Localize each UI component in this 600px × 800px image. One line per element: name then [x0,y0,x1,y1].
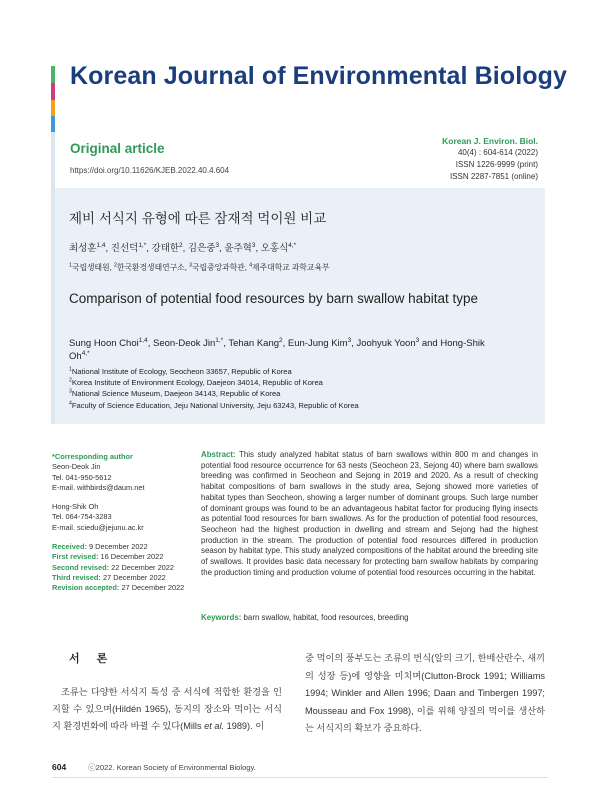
abstract-text: This study analyzed habitat status of barn swallows within 800 m and changes in potential food resource occurrence for 63 nests (Seocheon 23, Sejong 40) where barn swallows breeding was confirmed in Seocheon and Sejong in 2019 and 2020. As a result of checking habitat compositions of barn swallows in the study area, Sejong showed more varieties of habitat types than Seocheon, showing a larger number of dominant groups. Such large number of dominant groups was found to be an advantageous habitat factor for producing flying insects as potential food resources for barn swallows. As for the production of potential food resources, Seocheon had the highest production in dwelling and stream and Sejong had the highest production in the stream. The production of potential food resources differed in production season by habitat type. This study analyzed compositions of the habitat around the breeding site of swallows. It provides basic data necessary for protecting barn swallow habitats by comparing the production timing and production volume of potential food resources occurring in the habitat. [201,450,538,577]
date-third-revised: Third revised: 27 December 2022 [52,572,166,582]
bar-segment-green [51,66,55,83]
abstract [201,450,538,578]
korean-authors: 최성훈$^{1,4}$, 진선덕$^{1,*}$, 강태한$^2$, 김은중$^3$, 윤주혁$^3$, 오홍식$^{4,*}$ [69,241,297,254]
corr2-name: Hong-Shik Oh [52,502,99,512]
article-type: Original article [70,141,165,156]
journal-title: Korean Journal of Environmental Biology [70,62,568,90]
volume-info: 40(4) : 604-614 (2022) [457,148,538,157]
journal-meta [442,135,538,183]
corr1-email[interactable]: E-mail. withbirds@daum.net [52,482,145,492]
footer-divider [52,777,548,778]
abstract-label: Abstract: [201,450,236,459]
korean-title: 제비 서식지 유형에 따른 잠재적 먹이원 비교 [69,211,327,226]
bar-segment-orange [51,100,55,116]
corr2-tel: Tel. 064-754-3283 [52,512,112,522]
english-title: Comparison of potential food resources by barn swallow habitat type [69,291,478,306]
date-first-revised: First revised: 16 December 2022 [52,552,164,562]
keywords [201,613,408,622]
issn-print: ISSN 1226-9999 (print) [455,160,538,169]
bar-segment-pink [51,83,55,100]
keywords-text: barn swallow, habitat, food resources, breeding [243,613,409,622]
affiliation-line: $^1$National Institute of Ecology, Seocheon 33657, Republic of Korea [69,366,292,376]
keywords-label: Keywords: [201,613,242,622]
corresponding-label: *Corresponding author [52,452,133,461]
bar-segment-blue [51,116,55,132]
affiliation-line: $^3$National Science Museum, Daejeon 34143, Republic of Korea [69,388,281,399]
date-second-revised: Second revised: 22 December 2022 [52,562,175,572]
copyright: ⓒ2022. Korean Society of Environmental Biology. [88,763,256,772]
article-info-sidebar [52,452,192,594]
journal-abbr: Korean J. Environ. Biol. [442,136,538,146]
date-received: Received: 9 December 2022 [52,542,148,552]
date-accepted: Revision accepted: 27 December 2022 [52,583,185,593]
korean-affiliations: $^1$국립생태원, $^2$한국환경생태연구소, $^3$국립중앙과학관, $^4$제주대학교 과학교육부 [69,262,330,272]
english-authors: Sung Hoon Choi$^{1,4}$, Seon-Deok Jin$^{1,*}$, Tehan Kang$^2$, Eun-Jung Kim$^3$, Joohyuk Yoon$^3$ and Hong-Shik $Oh^{4,*}$ [69,336,485,362]
corr1-name: Seon-Deok Jin [52,462,101,472]
corr2-email[interactable]: E-mail. sciedu@jejunu.ac.kr [52,522,144,532]
english-affiliations [69,366,359,411]
body-text-left: 조류는 다양한 서식지 특성 중 서식에 적합한 환경을 인지할 수 있으며(Hildén 1965), 동지의 장소와 먹이는 서식지 환경변화에 따라 바뀔 수 있다(Mills et al. 1989). 이 [52,687,282,731]
body-text-right: 중 먹이의 풍부도는 조류의 번식(알의 크기, 한배산란수, 새끼의 성장 등)에 영향을 미치며(Clutton-Brock 1991; Williams 1994; Winkler and Allen 1996; Daan and Tinbergen 1997; Mousseau and Fox 1998), 이를 위해 양질의 먹이를 생산하는 서식지의 확보가 중요하다. [305,653,545,733]
corr1-tel: Tel. 041-950-5612 [52,472,112,482]
affiliation-line: $^2$Korea Institute of Environment Ecology, Daejeon 34014, Republic of Korea [69,377,323,388]
doi-link[interactable]: https://doi.org/10.11626/KJEB.2022.40.4.604 [70,166,230,175]
affiliation-line: $^4$Faculty of Science Education, Jeju National University, Jeju 63243, Republic of Korea [69,400,359,410]
issn-online: ISSN 2287-7851 (online) [449,172,538,181]
page-number: 604 [52,762,67,772]
section-title: 서 론 [69,653,108,665]
